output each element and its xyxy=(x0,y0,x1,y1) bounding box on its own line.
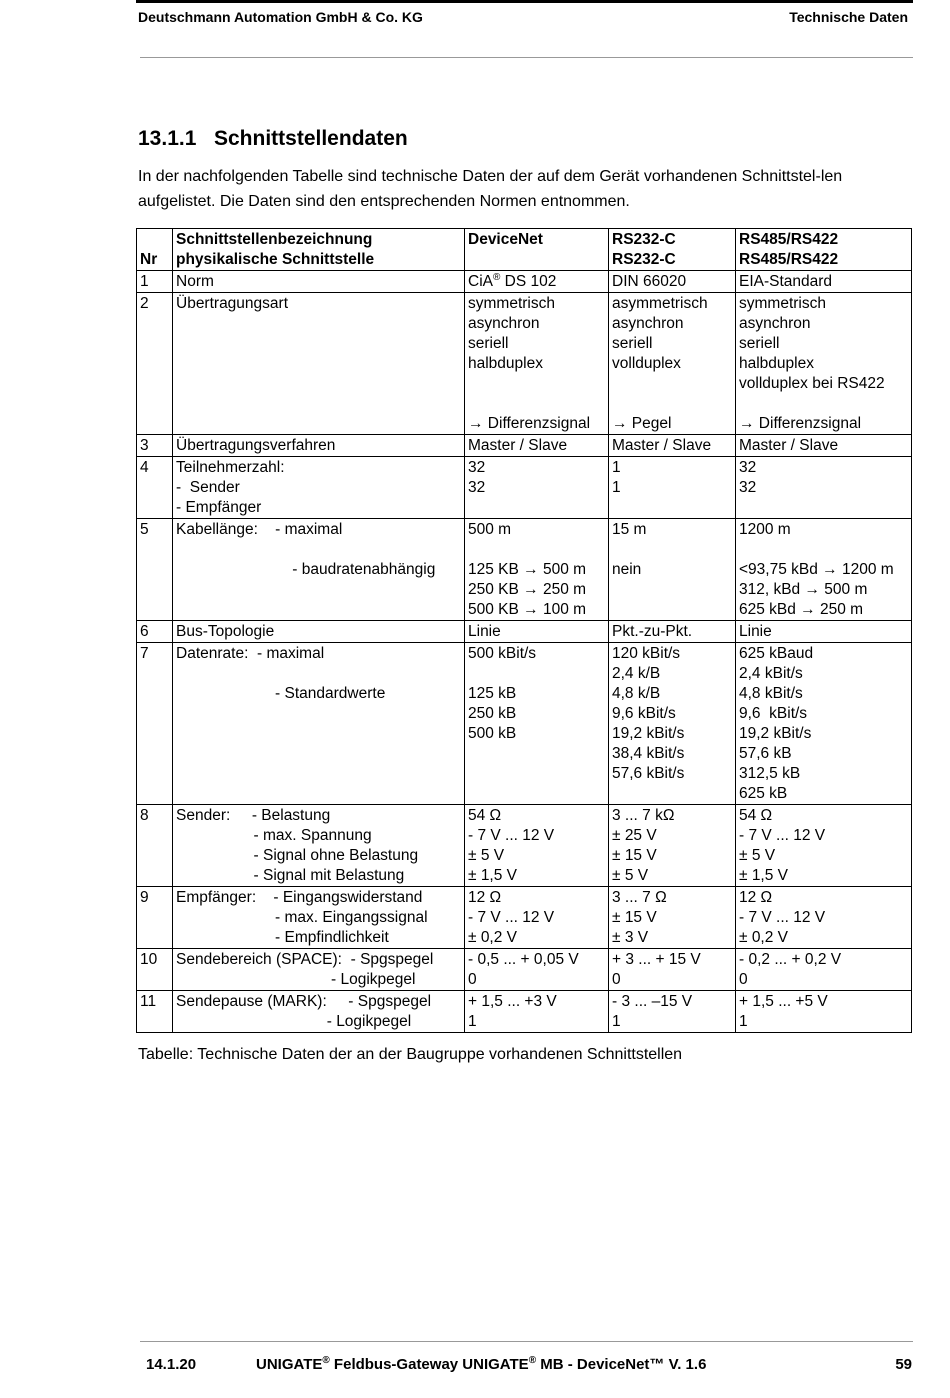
cell-text: Übertragungsverfahren xyxy=(176,437,336,454)
table-cell-nr xyxy=(137,621,173,643)
cell-text: - Signal mit Belastung xyxy=(176,867,405,884)
table-cell-c1 xyxy=(465,887,609,949)
table-cell-nr xyxy=(137,887,173,949)
cell-text: 0 xyxy=(612,971,621,988)
table-cell-c3 xyxy=(736,457,912,519)
cell-text: asynchron xyxy=(739,315,811,332)
table-cell-nr xyxy=(137,435,173,457)
table-cell-nr xyxy=(137,643,173,805)
cell-text: 312, kBd → 500 m xyxy=(739,581,868,598)
table-cell-c3 xyxy=(736,621,912,643)
cell-text: 7 xyxy=(140,645,149,662)
cell-text: 15 m xyxy=(612,521,647,538)
cell-text: 1 xyxy=(612,1013,621,1030)
cell-text: DeviceNet xyxy=(468,231,543,248)
cell-text: 9,6 kBit/s xyxy=(612,705,676,722)
table-cell-c3 xyxy=(736,643,912,805)
cell-text: RS485/RS422 xyxy=(739,231,839,248)
section-title: Schnittstellendaten xyxy=(214,127,408,150)
cell-text xyxy=(612,540,732,560)
table-cell-c3 xyxy=(736,293,912,435)
cell-text: 9,6 kBit/s xyxy=(739,705,808,722)
cell-text: 125 KB → 500 m xyxy=(468,561,587,578)
table-cell-name xyxy=(173,435,465,457)
table-row xyxy=(137,457,912,519)
table-row xyxy=(137,805,912,887)
cell-text: Empfänger: - Eingangswiderstand xyxy=(176,889,423,906)
cell-text: 4,8 k/B xyxy=(612,685,661,702)
cell-text: ± 3 V xyxy=(612,929,649,946)
cell-text xyxy=(468,374,605,394)
cell-text: - 7 V ... 12 V xyxy=(468,827,555,844)
table-cell-c3 xyxy=(736,991,912,1033)
table-header-row xyxy=(137,229,912,271)
table-cell-c2 xyxy=(609,271,736,293)
cell-text: 19,2 kBit/s xyxy=(739,725,812,742)
cell-text: 625 kBaud xyxy=(739,645,814,662)
cell-text: - 7 V ... 12 V xyxy=(739,827,826,844)
cell-text: physikalische Schnittstelle xyxy=(176,251,375,268)
cell-text: 4,8 kBit/s xyxy=(739,685,803,702)
table-cell-name xyxy=(173,229,465,271)
table-row xyxy=(137,887,912,949)
cell-text: 54 Ω xyxy=(468,807,502,824)
cell-text: - Empfindlichkeit xyxy=(176,929,389,946)
table-cell-c1 xyxy=(465,519,609,621)
cell-text: - 7 V ... 12 V xyxy=(468,909,555,926)
table-cell-nr xyxy=(137,519,173,621)
cell-text: 57,6 kB xyxy=(739,745,792,762)
cell-text: 5 xyxy=(140,521,149,538)
cell-text: - 0,5 ... + 0,05 V xyxy=(468,951,579,968)
cell-text xyxy=(176,664,461,684)
table-cell-nr xyxy=(137,949,173,991)
cell-text: seriell xyxy=(739,335,780,352)
table-cell-name xyxy=(173,887,465,949)
cell-text: 1 xyxy=(140,273,149,290)
cell-text: ± 25 V xyxy=(612,827,657,844)
header-section: Technische Daten xyxy=(789,9,908,25)
cell-text: DIN 66020 xyxy=(612,273,687,290)
cell-text: 250 kB xyxy=(468,705,517,722)
cell-text: 4 xyxy=(140,459,149,476)
table-cell-c1 xyxy=(465,271,609,293)
table-cell-c1 xyxy=(465,229,609,271)
cell-text: - max. Eingangssignal xyxy=(176,909,428,926)
cell-text xyxy=(739,540,908,560)
table-cell-nr xyxy=(137,457,173,519)
table-cell-c1 xyxy=(465,949,609,991)
cell-text: 3 ... 7 Ω xyxy=(612,889,667,906)
cell-text: 250 KB → 250 m xyxy=(468,581,587,598)
cell-text: Nr xyxy=(140,251,158,268)
cell-text: + 1,5 ... +3 V xyxy=(468,993,557,1010)
cell-text: 625 kBd → 250 m xyxy=(739,601,864,618)
cell-text: 19,2 kBit/s xyxy=(612,725,685,742)
table-cell-c2 xyxy=(609,621,736,643)
cell-text: 54 Ω xyxy=(739,807,773,824)
cell-text: Master / Slave xyxy=(612,437,712,454)
cell-text: ± 5 V xyxy=(739,847,776,864)
table-cell-c1 xyxy=(465,435,609,457)
cell-text: → Differenzsignal xyxy=(468,415,591,432)
cell-text: 32 xyxy=(739,459,757,476)
cell-text: Pkt.-zu-Pkt. xyxy=(612,623,693,640)
cell-text: 0 xyxy=(739,971,748,988)
cell-text: - Standardwerte xyxy=(176,685,386,702)
table-row xyxy=(137,643,912,805)
cell-text: ± 1,5 V xyxy=(739,867,789,884)
table-cell-name xyxy=(173,271,465,293)
cell-text: RS485/RS422 xyxy=(739,251,839,268)
cell-text: symmetrisch xyxy=(739,295,826,312)
table-cell-c2 xyxy=(609,457,736,519)
cell-text: 10 xyxy=(140,951,158,968)
cell-text: → Differenzsignal xyxy=(739,415,862,432)
table-cell-c2 xyxy=(609,991,736,1033)
interface-data-table xyxy=(136,228,912,1033)
table-row xyxy=(137,293,912,435)
cell-text: 2,4 k/B xyxy=(612,665,661,682)
cell-text: EIA-Standard xyxy=(739,273,833,290)
cell-text: 120 kBit/s xyxy=(612,645,681,662)
footer-title: UNIGATE® Feldbus-Gateway UNIGATE® MB - DeviceNet™ V. 1.6 xyxy=(256,1355,707,1373)
cell-text: - Sender xyxy=(176,479,240,496)
cell-text: Norm xyxy=(176,273,214,290)
table-row xyxy=(137,621,912,643)
cell-text: - 7 V ... 12 V xyxy=(739,909,826,926)
cell-text: - Empfänger xyxy=(176,499,262,516)
cell-text: Master / Slave xyxy=(468,437,568,454)
table-cell-c3 xyxy=(736,805,912,887)
cell-text: 500 KB → 100 m xyxy=(468,601,587,618)
cell-text: + 3 ... + 15 V xyxy=(612,951,701,968)
table-row xyxy=(137,949,912,991)
cell-text: 500 m xyxy=(468,521,512,538)
cell-text: Master / Slave xyxy=(739,437,839,454)
table-cell-name xyxy=(173,293,465,435)
cell-text: - Logikpegel xyxy=(176,971,416,988)
cell-text: 11 xyxy=(140,993,157,1010)
section-heading xyxy=(138,127,408,151)
cell-text: 9 xyxy=(140,889,149,906)
cell-text: 1 xyxy=(612,459,621,476)
cell-text: 32 xyxy=(739,479,757,496)
cell-text: Linie xyxy=(468,623,501,640)
cell-text: halbduplex xyxy=(468,355,543,372)
cell-text: asynchron xyxy=(612,315,684,332)
cell-text: asynchron xyxy=(468,315,540,332)
table-row xyxy=(137,271,912,293)
cell-text: 312,5 kB xyxy=(739,765,801,782)
table-cell-c3 xyxy=(736,271,912,293)
table-cell-c1 xyxy=(465,457,609,519)
table-cell-c3 xyxy=(736,887,912,949)
cell-text: 1200 m xyxy=(739,521,791,538)
header-rule xyxy=(136,0,913,3)
cell-text: 6 xyxy=(140,623,149,640)
cell-text xyxy=(612,394,732,414)
cell-text: ± 0,2 V xyxy=(468,929,518,946)
cell-text: 8 xyxy=(140,807,149,824)
cell-text xyxy=(739,394,908,414)
cell-text: ± 15 V xyxy=(612,847,657,864)
table-cell-nr xyxy=(137,229,173,271)
table-cell-nr xyxy=(137,991,173,1033)
cell-text: 0 xyxy=(468,971,477,988)
cell-text: RS232-C xyxy=(612,231,676,248)
section-number: 13.1.1 xyxy=(138,127,197,150)
cell-text: Kabellänge: - maximal xyxy=(176,521,343,538)
table-cell-nr xyxy=(137,271,173,293)
cell-text: vollduplex xyxy=(612,355,681,372)
cell-text: Bus-Topologie xyxy=(176,623,275,640)
cell-text: 12 Ω xyxy=(739,889,773,906)
cell-text: 2,4 kBit/s xyxy=(739,665,803,682)
cell-text: Schnittstellenbezeichnung xyxy=(176,231,373,248)
cell-text: Teilnehmerzahl: xyxy=(176,459,285,476)
header-company: Deutschmann Automation GmbH & Co. KG xyxy=(138,9,423,25)
cell-text: → Pegel xyxy=(612,415,672,432)
table-cell-name xyxy=(173,643,465,805)
cell-text: Sender: - Belastung xyxy=(176,807,331,824)
cell-text: - max. Spannung xyxy=(176,827,372,844)
cell-text: nein xyxy=(612,561,642,578)
table-cell-nr xyxy=(137,805,173,887)
table-cell-c2 xyxy=(609,805,736,887)
cell-text: 3 xyxy=(140,437,149,454)
table-cell-c2 xyxy=(609,643,736,805)
cell-text: 57,6 kBit/s xyxy=(612,765,685,782)
cell-text: seriell xyxy=(468,335,509,352)
cell-text: - Signal ohne Belastung xyxy=(176,847,419,864)
cell-text: <93,75 kBd → 1200 m xyxy=(739,561,894,578)
cell-text: ± 0,2 V xyxy=(739,929,789,946)
table-cell-c3 xyxy=(736,229,912,271)
cell-text: 1 xyxy=(739,1013,748,1030)
cell-text: 125 kB xyxy=(468,685,517,702)
cell-text: Sendepause (MARK): - Spgspegel xyxy=(176,993,432,1010)
cell-text: 32 xyxy=(468,479,486,496)
table-cell-name xyxy=(173,519,465,621)
cell-text: ± 15 V xyxy=(612,909,657,926)
table-row xyxy=(137,519,912,621)
cell-text: ± 5 V xyxy=(612,867,649,884)
table-cell-c2 xyxy=(609,293,736,435)
cell-text: Übertragungsart xyxy=(176,295,289,312)
table-cell-c1 xyxy=(465,293,609,435)
table-cell-nr xyxy=(137,293,173,435)
table-cell-c2 xyxy=(609,229,736,271)
table-cell-name xyxy=(173,805,465,887)
cell-text: RS232-C xyxy=(612,251,676,268)
cell-text: Sendebereich (SPACE): - Spgspegel xyxy=(176,951,434,968)
cell-text: Linie xyxy=(739,623,772,640)
footer-divider xyxy=(140,1341,913,1342)
table-cell-c3 xyxy=(736,435,912,457)
cell-text: 32 xyxy=(468,459,486,476)
table-row xyxy=(137,435,912,457)
table-cell-name xyxy=(173,457,465,519)
table-cell-name xyxy=(173,991,465,1033)
table-cell-c3 xyxy=(736,519,912,621)
cell-text: - baudratenabhängig xyxy=(176,561,436,578)
table-cell-c2 xyxy=(609,435,736,457)
cell-text: Datenrate: - maximal xyxy=(176,645,325,662)
cell-text: ± 5 V xyxy=(468,847,505,864)
cell-text: 38,4 kBit/s xyxy=(612,745,685,762)
cell-text: vollduplex bei RS422 xyxy=(739,375,885,392)
header-divider xyxy=(140,57,913,58)
cell-text: 1 xyxy=(612,479,621,496)
cell-text: asymmetrisch xyxy=(612,295,708,312)
cell-text xyxy=(612,374,732,394)
cell-text xyxy=(468,394,605,414)
cell-text: 500 kB xyxy=(468,725,517,742)
cell-text xyxy=(468,250,605,270)
table-cell-name xyxy=(173,621,465,643)
cell-text: - Logikpegel xyxy=(176,1013,412,1030)
cell-text xyxy=(468,540,605,560)
table-cell-c2 xyxy=(609,887,736,949)
cell-text: symmetrisch xyxy=(468,295,555,312)
page-number: 59 xyxy=(895,1356,912,1373)
cell-text: seriell xyxy=(612,335,653,352)
table-cell-c2 xyxy=(609,519,736,621)
table-cell-c3 xyxy=(736,949,912,991)
footer-date: 14.1.20 xyxy=(146,1356,197,1373)
cell-text: + 1,5 ... +5 V xyxy=(739,993,828,1010)
cell-text: - 3 ... –15 V xyxy=(612,993,693,1010)
table-cell-c1 xyxy=(465,621,609,643)
cell-text: 625 kB xyxy=(739,785,788,802)
cell-text xyxy=(176,540,461,560)
cell-text: 1 xyxy=(468,1013,477,1030)
cell-text: 3 ... 7 kΩ xyxy=(612,807,675,824)
cell-text xyxy=(140,230,169,250)
table-cell-c1 xyxy=(465,643,609,805)
cell-text: 2 xyxy=(140,295,149,312)
table-cell-c1 xyxy=(465,991,609,1033)
cell-text: 12 Ω xyxy=(468,889,502,906)
cell-text: ± 1,5 V xyxy=(468,867,518,884)
intro-paragraph: In der nachfolgenden Tabelle sind technische Daten der auf dem Gerät vorhandenen Schnittstel-len aufgelistet. Die Daten sind den entsprechenden Normen entnommen. xyxy=(138,168,843,210)
table-cell-c2 xyxy=(609,949,736,991)
cell-text: CiA® DS 102 xyxy=(468,271,557,290)
table-cell-c1 xyxy=(465,805,609,887)
table-caption: Tabelle: Technische Daten der an der Baugruppe vorhandenen Schnittstellen xyxy=(138,1046,683,1063)
table-cell-name xyxy=(173,949,465,991)
cell-text: halbduplex xyxy=(739,355,814,372)
cell-text: 500 kBit/s xyxy=(468,645,537,662)
cell-text: - 0,2 ... + 0,2 V xyxy=(739,951,842,968)
table-row xyxy=(137,991,912,1033)
cell-text xyxy=(468,664,605,684)
